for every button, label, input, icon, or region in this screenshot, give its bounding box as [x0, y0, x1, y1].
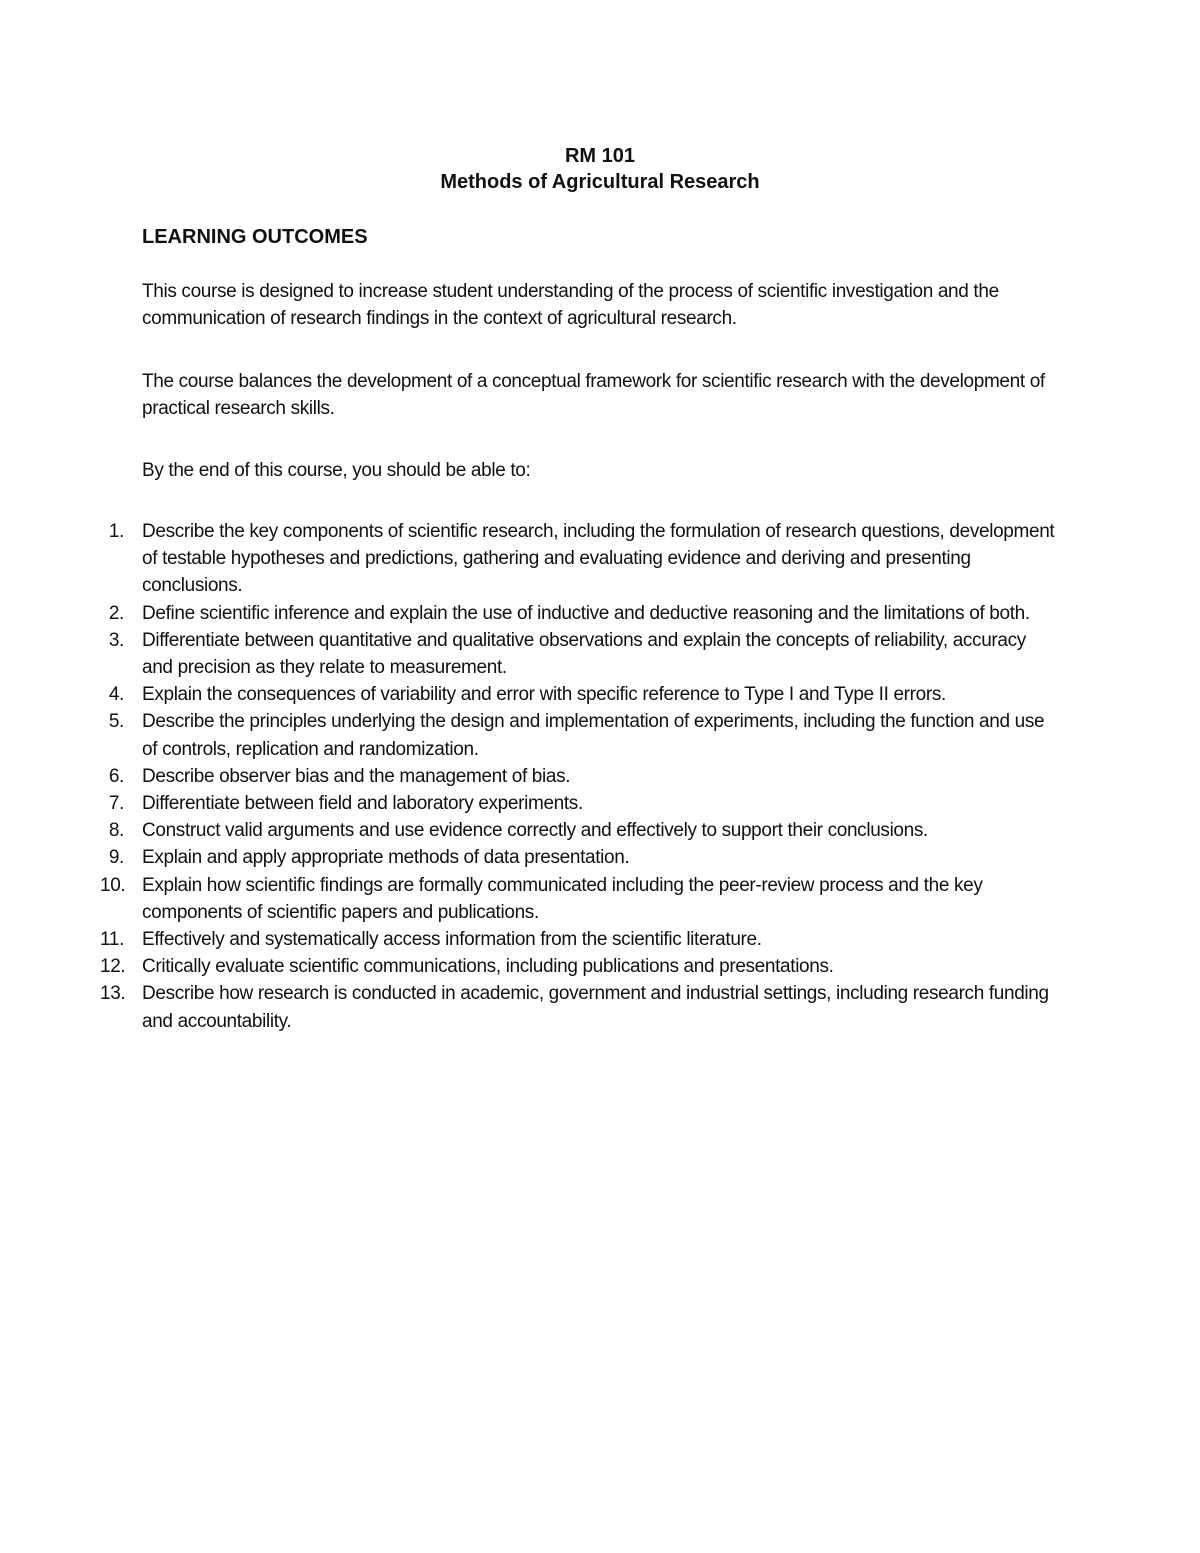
- list-item-number: 6.: [108, 765, 124, 787]
- list-item-number: 1.: [108, 521, 124, 542]
- balance-paragraph: The course balances the development of a conceptual framework for scientific research with the development of practical research skills.: [142, 371, 1045, 419]
- list-item: [100, 681, 1060, 708]
- course-code: RM 101: [564, 145, 636, 167]
- lead-in-paragraph: By the end of this course, you should be able to:: [142, 460, 531, 481]
- list-item-number: 5.: [108, 711, 124, 733]
- list-item: [100, 953, 1060, 980]
- list-item-text: Explain the consequences of variability and error with specific reference to Type I and Type II errors.: [142, 684, 946, 706]
- list-item-text: Describe the key components of scientific research, including the formulation of research questions, development of testable hypotheses and predictions, gathering and evaluating evidence and deriving and presenting conclusions.: [142, 521, 1055, 597]
- list-item-number: 8.: [108, 820, 124, 842]
- list-item-text: Describe observer bias and the management of bias.: [142, 765, 571, 787]
- list-item-text: Effectively and systematically access information from the scientific literature.: [142, 929, 762, 951]
- list-item-number: 7.: [108, 793, 124, 815]
- list-item: [100, 518, 1060, 600]
- list-item-text: Differentiate between quantitative and qualitative observations and explain the concepts of reliability, accuracy and precision as they relate to measurement.: [142, 629, 1026, 679]
- list-item-text: Critically evaluate scientific communications, including publications and presentations.: [142, 956, 834, 978]
- list-item: [100, 708, 1060, 762]
- list-item: [100, 763, 1060, 790]
- list-item-number: 2.: [108, 602, 124, 624]
- intro-paragraph: This course is designed to increase student understanding of the process of scientific investigation and the communication of research findings in the context of agricultural research.: [142, 281, 999, 329]
- list-item-text: Describe how research is conducted in academic, government and industrial settings, including research funding and accountability.: [142, 983, 1049, 1032]
- list-item: [100, 817, 1060, 844]
- list-item: [100, 627, 1060, 681]
- list-item-number: 4.: [108, 684, 124, 706]
- list-item-text: Define scientific inference and explain the use of inductive and deductive reasoning and the limitations of both.: [142, 602, 1030, 624]
- list-item-number: 13.: [100, 983, 126, 1005]
- section-heading: LEARNING OUTCOMES: [142, 226, 368, 248]
- list-item-text: Differentiate between field and laboratory experiments.: [142, 793, 583, 815]
- list-item-text: Describe the principles underlying the design and implementation of experiments, including the function and use of controls, replication and randomization.: [142, 711, 1045, 760]
- outcomes-list: [100, 518, 1060, 1035]
- list-item-text: Explain and apply appropriate methods of data presentation.: [142, 847, 630, 869]
- list-item-number: 10.: [100, 874, 126, 896]
- list-item: [100, 872, 1060, 926]
- list-item: [100, 600, 1060, 627]
- course-title: Methods of Agricultural Research: [440, 171, 760, 193]
- list-item: [100, 980, 1060, 1034]
- list-item-number: 11.: [100, 929, 124, 951]
- list-item-text: Construct valid arguments and use evidence correctly and effectively to support their conclusions.: [142, 820, 928, 842]
- list-item: [100, 926, 1060, 953]
- list-item-number: 3.: [108, 629, 124, 651]
- list-item-number: 12.: [100, 956, 126, 978]
- list-item: [100, 844, 1060, 871]
- list-item-text: Explain how scientific findings are formally communicated including the peer-review process and the key components of scientific papers and publications.: [142, 874, 983, 923]
- list-item-number: 9.: [108, 847, 124, 869]
- list-item: [100, 790, 1060, 817]
